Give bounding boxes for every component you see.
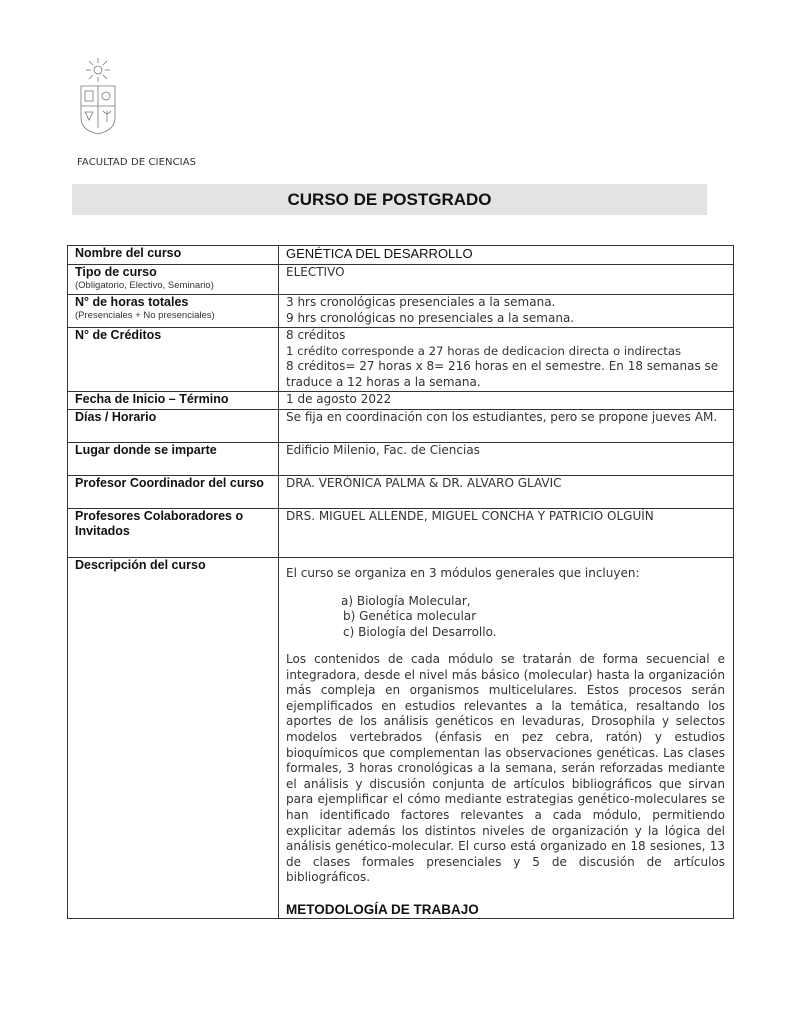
row-collaborators bbox=[68, 509, 734, 558]
row-credits bbox=[68, 328, 734, 392]
description-paragraph: Los contenidos de cada módulo se tratarán de forma secuencial e integradora, desde el nivel más básico (molecular) hasta la organización más compleja en organismos multicelulares. Estos procesos serán ejemplificados en estudios relevantes a la temática, resaltando los aportes de los análisis genéticos en levaduras, Drosophila y selectos modelos vertebrados (énfasis en pez cebra, ratón) y estudios bioquímicos que complementan las observaciones genéticas. Las clases formales, 3 horas cronológicas a la semana, serán reforzadas mediante el análisis y discusión conjunta de artículos bibliográficos que sirvan para ejemplificar el cómo mediante estrategias genético-moleculares se han identificado factores relevantes a cada módulo, permitiendo explicitar además los distintos niveles de organización y la lógica del análisis genético-molecular. El curso está organizado en 18 sesiones, 13 de clases formales presenciales y 5 de discusión de artículos bibliográficos. bbox=[286, 652, 725, 885]
university-seal-icon bbox=[76, 56, 120, 136]
dates-value: 1 de agosto 2022 bbox=[279, 392, 734, 410]
credits-value bbox=[279, 328, 734, 392]
coordinator-label: Profesor Coordinador del curso bbox=[68, 476, 279, 509]
course-name-label: Nombre del curso bbox=[68, 246, 279, 265]
credits-label: N° de Créditos bbox=[68, 328, 279, 392]
module-list bbox=[341, 594, 729, 641]
credits-calculation: 8 créditos= 27 horas x 8= 216 horas en el semestre. En 18 semanas se traduce a 12 horas a la semana. bbox=[286, 359, 719, 389]
collaborators-value: DRS. MIGUEL ALLENDE, MIGUEL CONCHA Y PATRICIO OLGUÍN bbox=[279, 509, 734, 558]
total-hours-sublabel: (Presenciales + No presenciales) bbox=[75, 310, 215, 321]
row-course-name bbox=[68, 246, 734, 265]
course-type-value: ELECTIVO bbox=[279, 265, 734, 295]
total-hours-label: N° de horas totales (Presenciales + No presenciales) bbox=[68, 295, 279, 328]
collaborators-label: Profesores Colaboradores o Invitados bbox=[68, 509, 279, 558]
description-intro: El curso se organiza en 3 módulos generales que incluyen: bbox=[286, 566, 640, 580]
page-title: CURSO DE POSTGRADO bbox=[287, 189, 492, 209]
row-coordinator bbox=[68, 476, 734, 509]
course-info-table bbox=[67, 245, 734, 919]
methodology-heading: METODOLOGÍA DE TRABAJO bbox=[286, 901, 479, 917]
total-hours-value bbox=[279, 295, 734, 328]
row-dates bbox=[68, 392, 734, 410]
description-value bbox=[279, 558, 734, 919]
module-item: c) Biología del Desarrollo. bbox=[343, 624, 497, 639]
row-location bbox=[68, 443, 734, 476]
hours-non-presential: 9 hrs cronológicas no presenciales a la semana. bbox=[286, 310, 575, 325]
credits-total: 8 créditos bbox=[286, 328, 346, 342]
dates-label: Fecha de Inicio – Término bbox=[68, 392, 279, 410]
credits-definition: 1 crédito corresponde a 27 horas de dedicacion directa o indirectas bbox=[286, 343, 682, 358]
module-item: b) Genética molecular bbox=[343, 609, 477, 623]
location-label: Lugar donde se imparte bbox=[68, 443, 279, 476]
module-item: a) Biología Molecular, bbox=[341, 593, 471, 608]
schedule-label: Días / Horario bbox=[68, 410, 279, 443]
hours-presential: 3 hrs cronológicas presenciales a la semana. bbox=[286, 295, 556, 309]
course-type-label: Tipo de curso (Obligatorio, Electivo, Seminario) bbox=[68, 265, 279, 295]
course-type-sublabel: (Obligatorio, Electivo, Seminario) bbox=[75, 280, 214, 291]
description-label: Descripción del curso bbox=[68, 558, 279, 919]
row-schedule bbox=[68, 410, 734, 443]
coordinator-value: DRA. VERÓNICA PALMA & DR. ALVARO GLAVIC bbox=[279, 476, 734, 509]
schedule-value: Se fija en coordinación con los estudiantes, pero se propone jueves AM. bbox=[279, 410, 734, 443]
course-name-value: GENÉTICA DEL DESARROLLO bbox=[279, 246, 734, 265]
row-description bbox=[68, 558, 734, 919]
row-course-type bbox=[68, 265, 734, 295]
location-value: Edificio Milenio, Fac. de Ciencias bbox=[279, 443, 734, 476]
title-banner bbox=[72, 184, 707, 215]
row-total-hours bbox=[68, 295, 734, 328]
faculty-name: FACULTAD DE CIENCIAS bbox=[77, 157, 197, 168]
